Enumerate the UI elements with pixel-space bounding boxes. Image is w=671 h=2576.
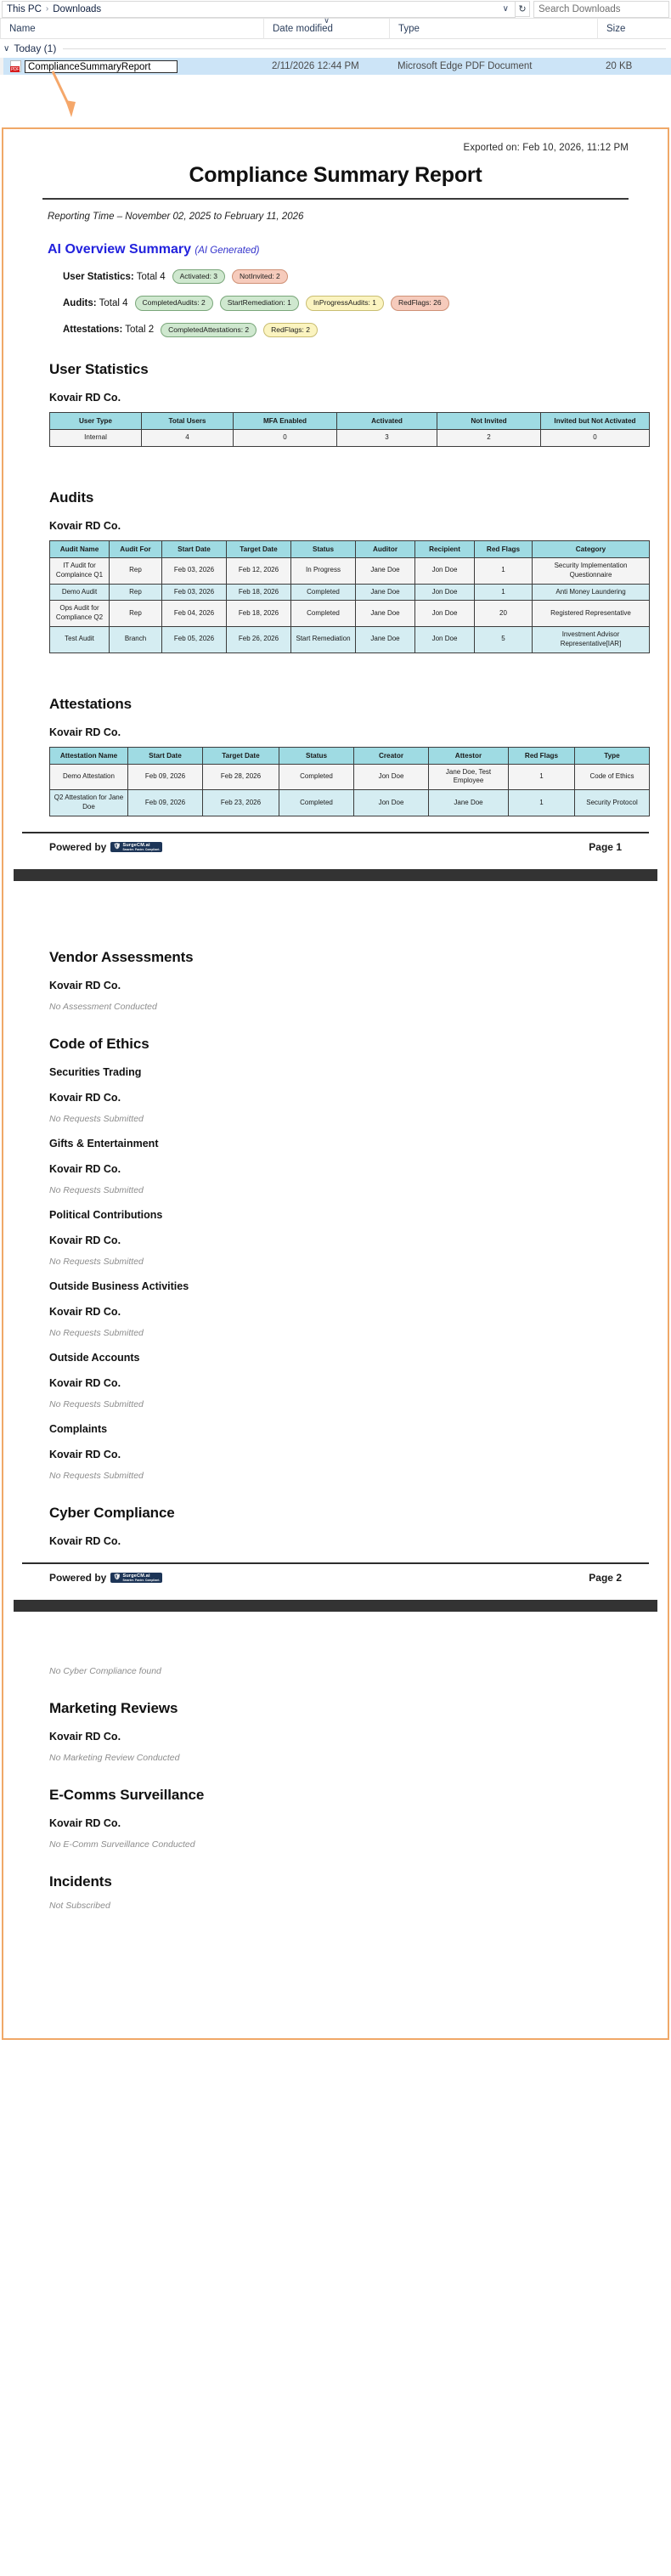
list-left-rail	[0, 58, 3, 75]
section-heading: Political Contributions	[49, 1208, 163, 1221]
section-heading-user-statistics: User Statistics	[49, 361, 149, 378]
org-name-attestations: Kovair RD Co.	[49, 726, 121, 738]
table-cell: Q2 Attestation for Jane Doe	[50, 790, 128, 816]
table-header-row	[50, 540, 650, 557]
org-name-audits: Kovair RD Co.	[49, 519, 121, 532]
table-cell: Jon Doe	[415, 557, 475, 584]
table-column-header: Audit For	[110, 540, 162, 557]
table-column-header: Target Date	[203, 747, 279, 764]
powered-by-label: Powered by	[49, 840, 107, 853]
org-name: Kovair RD Co.	[49, 1234, 121, 1246]
table-cell: 1	[475, 557, 533, 584]
section-heading: Marketing Reviews	[49, 1699, 178, 1716]
empty-state-text: No Requests Submitted	[49, 1470, 144, 1481]
badge-not-invited: NotInvited: 2	[232, 269, 288, 284]
group-header-label: Today (1)	[14, 42, 57, 54]
badge-completed-audits: CompletedAudits: 2	[135, 296, 213, 310]
badge-completed-attestations: CompletedAttestations: 2	[161, 323, 257, 337]
exported-on-label: Exported on: Feb 10, 2026, 11:12 PM	[463, 143, 629, 153]
breadcrumb-separator-icon: ›	[45, 4, 49, 14]
powered-by-block	[49, 1572, 162, 1584]
table-cell: Registered Representative	[533, 601, 650, 627]
column-header-size[interactable]	[597, 19, 669, 39]
table-cell: 1	[475, 584, 533, 601]
powered-by-label: Powered by	[49, 1571, 107, 1584]
table-header-row	[50, 413, 650, 430]
brand-name: SurgeCM.ai	[122, 1573, 150, 1579]
table-cell: Security Protocol	[575, 790, 650, 816]
table-column-header: Attestor	[429, 747, 509, 764]
pdf-file-icon	[10, 60, 21, 72]
empty-state-text: No Requests Submitted	[49, 1327, 144, 1338]
table-cell: Demo Attestation	[50, 764, 128, 790]
attestations-table-body	[50, 764, 650, 816]
annotation-arrow-zone	[0, 75, 671, 127]
page-2-sections	[14, 949, 657, 1547]
org-name: Kovair RD Co.	[49, 1376, 121, 1389]
table-column-header: Invited but Not Activated	[541, 413, 650, 430]
table-header-row	[50, 747, 650, 764]
table-cell: Jon Doe	[354, 790, 429, 816]
table-cell: Feb 03, 2026	[162, 584, 227, 601]
pdf-page-1	[3, 129, 668, 881]
table-cell: 1	[509, 764, 575, 790]
column-header-name-label: Name	[9, 23, 36, 34]
org-name: Kovair RD Co.	[49, 1730, 121, 1743]
shield-icon: 🛡	[113, 844, 121, 850]
group-header-today[interactable]	[0, 39, 671, 58]
table-cell: Branch	[110, 626, 162, 652]
summary-label-text: Attestations:	[63, 325, 123, 336]
table-cell: 4	[142, 430, 234, 447]
file-explorer-window	[0, 0, 671, 75]
address-bar	[0, 0, 671, 19]
brand-tagline: Smarter. Faster. Compliant.	[122, 1578, 161, 1582]
badge-activated: Activated: 3	[172, 269, 225, 284]
column-header-date-label: Date modified	[273, 23, 333, 34]
table-column-header: MFA Enabled	[234, 413, 337, 430]
section-heading: E-Comms Surveillance	[49, 1786, 205, 1803]
table-cell: Feb 09, 2026	[128, 790, 203, 816]
table-cell: Code of Ethics	[575, 764, 650, 790]
table-cell: Security Implementation Questionnaire	[533, 557, 650, 584]
file-date-modified: 2/11/2026 12:44 PM	[272, 61, 359, 71]
brand-name-wrap	[122, 843, 160, 851]
table-cell: Jon Doe	[415, 626, 475, 652]
table-cell: Completed	[291, 601, 356, 627]
table-cell: Completed	[279, 790, 354, 816]
column-header-size-label: Size	[606, 23, 626, 34]
surgecm-logo	[110, 1573, 162, 1583]
table-cell: 0	[234, 430, 337, 447]
section-heading-audits: Audits	[49, 489, 94, 506]
org-name: Kovair RD Co.	[49, 979, 121, 991]
section-heading: Outside Business Activities	[49, 1280, 189, 1292]
badge-red-flags-attestations: RedFlags: 2	[263, 323, 318, 337]
page-break-divider	[14, 869, 657, 881]
page-number-2: Page 2	[589, 1571, 622, 1584]
summary-total-text: Total 4	[99, 298, 128, 309]
pdf-page-2	[3, 881, 668, 1612]
brand-name: SurgeCM.ai	[122, 842, 150, 848]
table-cell: Feb 12, 2026	[227, 557, 291, 584]
table-cell: Demo Audit	[50, 584, 110, 601]
table-cell: Jane Doe, Test Employee	[429, 764, 509, 790]
table-row	[50, 584, 650, 601]
pdf-document-preview	[2, 127, 669, 2040]
table-cell: Jane Doe	[356, 557, 415, 584]
empty-state-text: No Requests Submitted	[49, 1398, 144, 1409]
powered-by-block	[49, 841, 162, 853]
page-title: Compliance Summary Report	[189, 163, 482, 187]
table-column-header: User Type	[50, 413, 142, 430]
refresh-icon[interactable]: ↻	[516, 1, 530, 17]
brand-name-wrap	[122, 1573, 160, 1582]
table-column-header: Category	[533, 540, 650, 557]
section-heading: Incidents	[49, 1873, 112, 1890]
table-cell: Rep	[110, 557, 162, 584]
audits-table-body	[50, 557, 650, 652]
org-name-user-statistics: Kovair RD Co.	[49, 392, 121, 404]
spacer	[14, 1911, 657, 2038]
breadcrumb-downloads[interactable]: Downloads	[53, 3, 102, 14]
org-name: Kovair RD Co.	[49, 1448, 121, 1460]
table-column-header: Start Date	[128, 747, 203, 764]
file-rename-input[interactable]: ComplianceSummaryReport	[25, 60, 178, 73]
section-heading-attestations: Attestations	[49, 695, 133, 712]
section-heading: Gifts & Entertainment	[49, 1137, 159, 1150]
table-cell: Ops Audit for Compliance Q2	[50, 601, 110, 627]
table-row	[50, 764, 650, 790]
table-cell: Jon Doe	[354, 764, 429, 790]
table-row	[50, 430, 650, 447]
table-column-header: Recipient	[415, 540, 475, 557]
orange-arrow-icon	[25, 70, 102, 129]
table-column-header: Type	[575, 747, 650, 764]
chevron-down-icon[interactable]: ∨	[3, 43, 10, 54]
table-cell: In Progress	[291, 557, 356, 584]
summary-total-text: Total 2	[125, 325, 155, 336]
ai-overview-heading-text: AI Overview Summary	[48, 242, 191, 257]
section-heading: Vendor Assessments	[49, 948, 194, 965]
badge-in-progress-audits: InProgressAudits: 1	[306, 296, 384, 310]
table-column-header: Red Flags	[509, 747, 575, 764]
audits-table	[49, 540, 650, 653]
table-cell: 2	[437, 430, 541, 447]
summary-label-attestations	[63, 325, 154, 335]
table-column-header: Target Date	[227, 540, 291, 557]
summary-total-text: Total 4	[136, 271, 166, 282]
org-name: Kovair RD Co.	[49, 1816, 121, 1829]
summary-row-audits	[63, 296, 657, 310]
ai-overview-heading	[48, 242, 657, 257]
table-cell: Jon Doe	[415, 601, 475, 627]
section-heading: Securities Trading	[49, 1065, 142, 1078]
table-cell: Jane Doe	[356, 584, 415, 601]
table-cell: Feb 26, 2026	[227, 626, 291, 652]
column-header-name[interactable]	[0, 19, 263, 39]
summary-row-attestations	[63, 323, 657, 337]
group-divider	[63, 48, 666, 49]
shield-icon: 🛡	[113, 1574, 121, 1581]
search-input[interactable]: Search Downloads	[533, 1, 669, 18]
table-column-header: Auditor	[356, 540, 415, 557]
org-name: Kovair RD Co.	[49, 1305, 121, 1318]
page-number-1: Page 1	[589, 840, 622, 853]
spacer	[14, 881, 657, 925]
spacer	[14, 1612, 657, 1656]
file-size: 20 KB	[606, 61, 633, 71]
reporting-time-label: Reporting Time – November 02, 2025 to February 11, 2026	[48, 212, 304, 222]
table-column-header: Status	[291, 540, 356, 557]
page-3-sections	[14, 1666, 657, 1911]
table-cell: Completed	[279, 764, 354, 790]
table-column-header: Audit Name	[50, 540, 110, 557]
empty-state-text: Not Subscribed	[49, 1900, 110, 1911]
summary-label-audits	[63, 298, 128, 308]
breadcrumb-this-pc[interactable]: This PC	[7, 3, 42, 14]
table-cell: 1	[509, 790, 575, 816]
table-cell: 3	[337, 430, 437, 447]
table-column-header: Red Flags	[475, 540, 533, 557]
table-cell: 20	[475, 601, 533, 627]
table-cell: Anti Money Laundering	[533, 584, 650, 601]
empty-state-text: No E-Comm Surveillance Conducted	[49, 1839, 195, 1850]
table-column-header: Attestation Name	[50, 747, 128, 764]
table-cell: Jane Doe	[356, 601, 415, 627]
user-statistics-table	[49, 412, 650, 447]
table-cell: Feb 09, 2026	[128, 764, 203, 790]
empty-state-text: No Requests Submitted	[49, 1113, 144, 1124]
section-heading: Complaints	[49, 1422, 108, 1435]
breadcrumb[interactable]	[2, 1, 516, 18]
table-row	[50, 626, 650, 652]
page-footer-1	[22, 832, 649, 861]
summary-label-user-statistics	[63, 272, 166, 282]
table-cell: Completed	[291, 584, 356, 601]
empty-state-text: No Assessment Conducted	[49, 1001, 157, 1012]
column-header-row	[0, 15, 671, 39]
org-name: Kovair RD Co.	[49, 1091, 121, 1104]
summary-label-text: Audits:	[63, 298, 97, 309]
table-row	[50, 557, 650, 584]
user-statistics-table-body	[50, 430, 650, 447]
table-cell: Feb 04, 2026	[162, 601, 227, 627]
table-cell: Rep	[110, 601, 162, 627]
spacer	[14, 447, 657, 466]
section-heading: Code of Ethics	[49, 1035, 149, 1052]
table-column-header: Activated	[337, 413, 437, 430]
attestations-table	[49, 747, 650, 816]
table-cell: Investment Advisor Representative[IAR]	[533, 626, 650, 652]
table-cell: Start Remediation	[291, 626, 356, 652]
table-cell: Internal	[50, 430, 142, 447]
surgecm-logo	[110, 842, 162, 852]
badge-red-flags-audits: RedFlags: 26	[391, 296, 449, 310]
empty-state-text: No Requests Submitted	[49, 1256, 144, 1267]
column-header-type[interactable]	[389, 19, 597, 39]
table-cell: 5	[475, 626, 533, 652]
table-cell: Feb 23, 2026	[203, 790, 279, 816]
table-column-header: Status	[279, 747, 354, 764]
ai-generated-note: (AI Generated)	[195, 246, 260, 256]
sort-ascending-icon: ∨	[324, 15, 330, 25]
table-cell: Jane Doe	[356, 626, 415, 652]
org-name: Kovair RD Co.	[49, 1162, 121, 1175]
brand-tagline: Smarter. Faster. Compliant.	[122, 847, 161, 851]
table-cell: Feb 03, 2026	[162, 557, 227, 584]
table-cell: 0	[541, 430, 650, 447]
table-cell: Feb 18, 2026	[227, 584, 291, 601]
file-type: Microsoft Edge PDF Document	[398, 61, 533, 71]
table-cell: IT Audit for Complaince Q1	[50, 557, 110, 584]
title-divider	[42, 198, 629, 200]
page-break-divider	[14, 1600, 657, 1612]
spacer	[14, 653, 657, 672]
table-row	[50, 601, 650, 627]
column-header-type-label: Type	[398, 23, 420, 34]
table-cell: Feb 28, 2026	[203, 764, 279, 790]
table-cell: Feb 05, 2026	[162, 626, 227, 652]
table-column-header: Start Date	[162, 540, 227, 557]
table-row	[50, 790, 650, 816]
pdf-page-3	[3, 1612, 668, 2038]
table-cell: Feb 18, 2026	[227, 601, 291, 627]
table-cell: Test Audit	[50, 626, 110, 652]
table-column-header: Creator	[354, 747, 429, 764]
summary-row-user-statistics	[63, 269, 657, 284]
badge-start-remediation: StartRemediation: 1	[220, 296, 299, 310]
org-name: Kovair RD Co.	[49, 1534, 121, 1547]
section-heading: Cyber Compliance	[49, 1504, 175, 1521]
table-cell: Jon Doe	[415, 584, 475, 601]
page-footer-2	[22, 1562, 649, 1591]
empty-state-text: No Requests Submitted	[49, 1184, 144, 1195]
column-header-date-modified[interactable]	[263, 15, 389, 39]
section-heading: Outside Accounts	[49, 1351, 140, 1364]
chevron-down-icon[interactable]: ∨	[502, 4, 509, 14]
empty-state-text: No Marketing Review Conducted	[49, 1752, 180, 1763]
table-cell: Rep	[110, 584, 162, 601]
table-column-header: Not Invited	[437, 413, 541, 430]
table-column-header: Total Users	[142, 413, 234, 430]
empty-state-text: No Cyber Compliance found	[49, 1665, 161, 1676]
table-cell: Jane Doe	[429, 790, 509, 816]
summary-label-text: User Statistics:	[63, 271, 134, 282]
